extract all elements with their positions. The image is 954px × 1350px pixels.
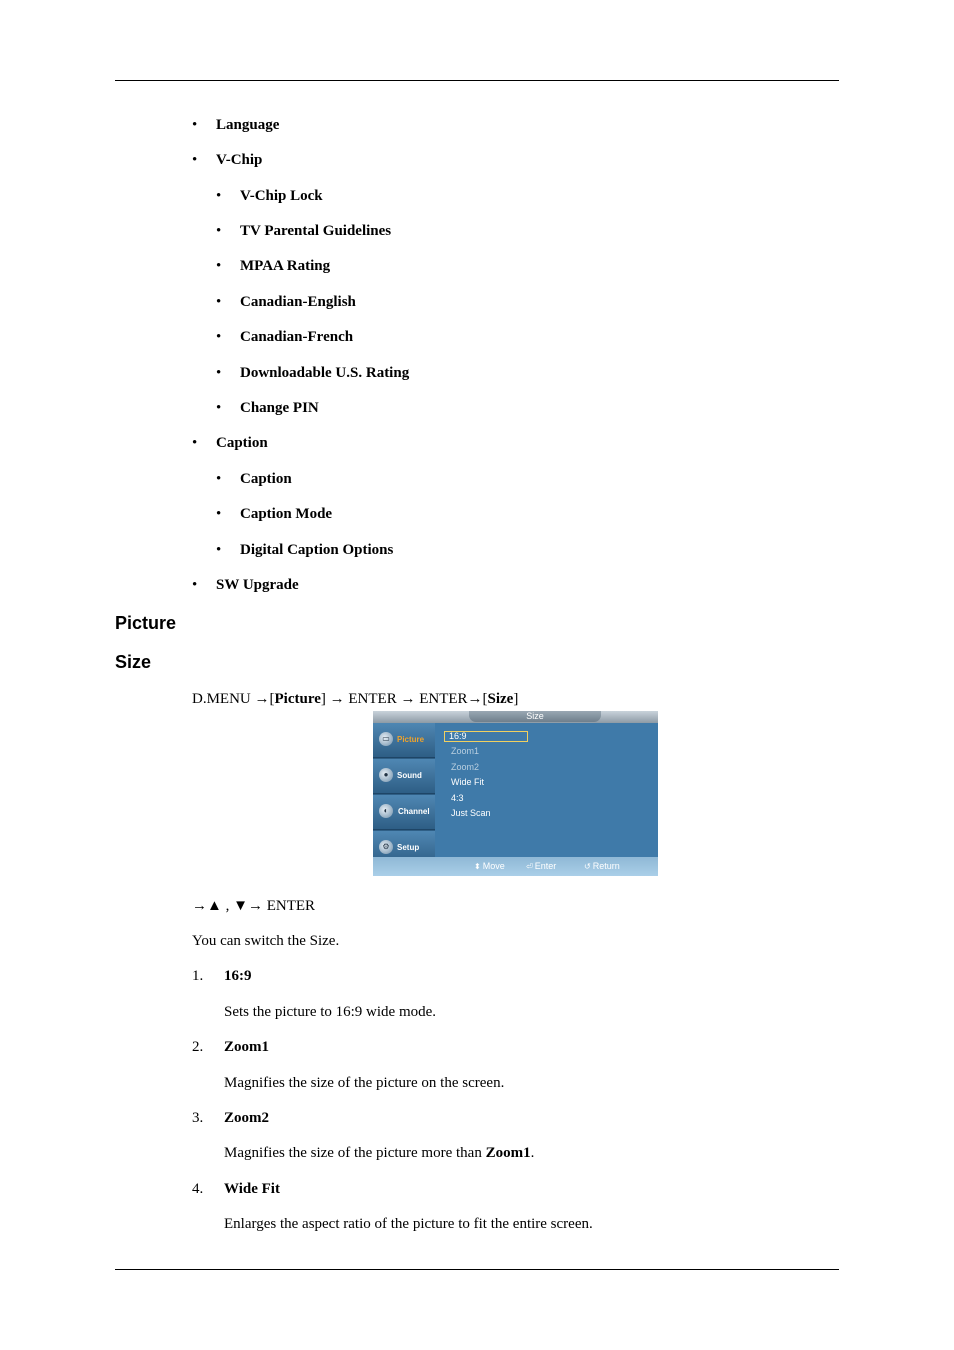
menu-path-bold: Picture [274, 691, 321, 707]
bullet-label: SW Upgrade [216, 577, 299, 593]
sub-bullet: • TV Parental Guidelines [216, 223, 392, 239]
osd-option[interactable]: Zoom1 [451, 746, 480, 756]
item-number: 3. [192, 1110, 204, 1126]
osd-hint-label: Return [592, 861, 620, 871]
bullet-label: V-Chip [216, 152, 263, 168]
desc-bold: Zoom1 [485, 1145, 531, 1161]
sub-bullet: • Downloadable U.S. Rating [216, 365, 410, 381]
item-description: Magnifies the size of the picture on the screen. [224, 1075, 505, 1091]
osd-hint-label: Move [482, 861, 505, 871]
menu-path-text: ] → ENTER → ENTER→[ [320, 691, 488, 707]
osd-option-selected[interactable]: 16:9 [444, 731, 528, 742]
menu-path-text: ] [513, 691, 519, 707]
intro-text: You can switch the Size. [192, 933, 340, 949]
item-number: 1. [192, 968, 204, 984]
sub-bullet: • Change PIN [216, 400, 319, 416]
bullet-label: Canadian-English [240, 294, 356, 310]
osd-side-label: Setup [397, 843, 420, 852]
osd-option[interactable]: Wide Fit [451, 777, 485, 787]
item-term: Zoom1 [224, 1039, 269, 1055]
bullet-label: V-Chip Lock [240, 188, 323, 204]
item-term: 16:9 [224, 968, 252, 984]
item-description [224, 1144, 534, 1162]
sub-bullet: • Digital Caption Options [216, 542, 394, 558]
osd-option[interactable]: Zoom2 [451, 762, 480, 772]
return-icon: ↺ [584, 862, 591, 871]
desc-text: . [530, 1145, 535, 1161]
desc-text: Magnifies the size of the picture more than [224, 1145, 486, 1161]
bullet-language: • Language [192, 117, 280, 133]
bullet-label: Downloadable U.S. Rating [240, 365, 410, 381]
enter-icon: ⏎ [526, 862, 533, 871]
channel-icon: ◐ [379, 804, 393, 818]
bullet-label: Digital Caption Options [240, 542, 394, 558]
osd-hint-move [474, 861, 505, 871]
picture-icon: ▭ [379, 732, 393, 746]
heading-size: Size [115, 652, 152, 672]
item-description: Sets the picture to 16:9 wide mode. [224, 1004, 437, 1020]
header-rule [115, 80, 839, 81]
bullet-label: Change PIN [240, 400, 319, 416]
bullet-label: Canadian-French [240, 329, 354, 345]
osd-side-channel[interactable] [373, 795, 435, 830]
osd-size-menu [373, 711, 658, 876]
osd-hint-enter [526, 861, 556, 871]
osd-side-sound[interactable] [373, 759, 435, 794]
osd-side-label: Picture [397, 735, 425, 744]
osd-hint-return [584, 861, 620, 871]
bullet-vchip: • V-Chip [192, 152, 263, 168]
osd-option[interactable]: Just Scan [451, 808, 491, 818]
bullet-label: MPAA Rating [240, 258, 331, 274]
bullet-label: Caption [216, 435, 268, 451]
osd-hint-bar [373, 857, 658, 876]
osd-hint-label: Enter [534, 861, 557, 871]
sub-bullet: • Canadian-English [216, 294, 356, 310]
sub-bullet: • V-Chip Lock [216, 188, 323, 204]
nav-instruction: →▲ , ▼→ ENTER [192, 898, 316, 914]
osd-option[interactable]: 4:3 [451, 793, 464, 803]
osd-side-label: Channel [398, 807, 430, 816]
item-term: Zoom2 [224, 1110, 269, 1126]
setup-icon: ⚙ [379, 840, 393, 854]
item-number: 4. [192, 1181, 204, 1197]
bullet-label: Language [216, 117, 280, 133]
bullet-label: Caption [240, 471, 292, 487]
osd-side-label: Sound [397, 771, 422, 780]
sub-bullet: • MPAA Rating [216, 258, 331, 274]
move-icon: ⬍ [474, 862, 481, 871]
item-number: 2. [192, 1039, 204, 1055]
heading-picture: Picture [115, 613, 177, 633]
bullet-label: Caption Mode [240, 506, 333, 522]
footer-rule [115, 1269, 839, 1270]
osd-sidebar [373, 723, 435, 865]
bullet-label: TV Parental Guidelines [240, 223, 392, 239]
bullet-sw-upgrade: • SW Upgrade [192, 577, 299, 593]
sub-bullet: • Caption [216, 471, 292, 487]
item-description: Enlarges the aspect ratio of the picture to fit the entire screen. [224, 1216, 593, 1232]
menu-path [192, 690, 518, 708]
sub-bullet: • Caption Mode [216, 506, 333, 522]
osd-title: Size [469, 711, 601, 722]
bullet-caption: • Caption [192, 435, 268, 451]
menu-path-bold: Size [487, 691, 514, 707]
sound-icon: ● [379, 768, 393, 782]
item-term: Wide Fit [224, 1181, 280, 1197]
osd-side-picture[interactable] [373, 723, 435, 758]
sub-bullet: • Canadian-French [216, 329, 354, 345]
menu-path-text: D.MENU →[ [192, 691, 275, 707]
